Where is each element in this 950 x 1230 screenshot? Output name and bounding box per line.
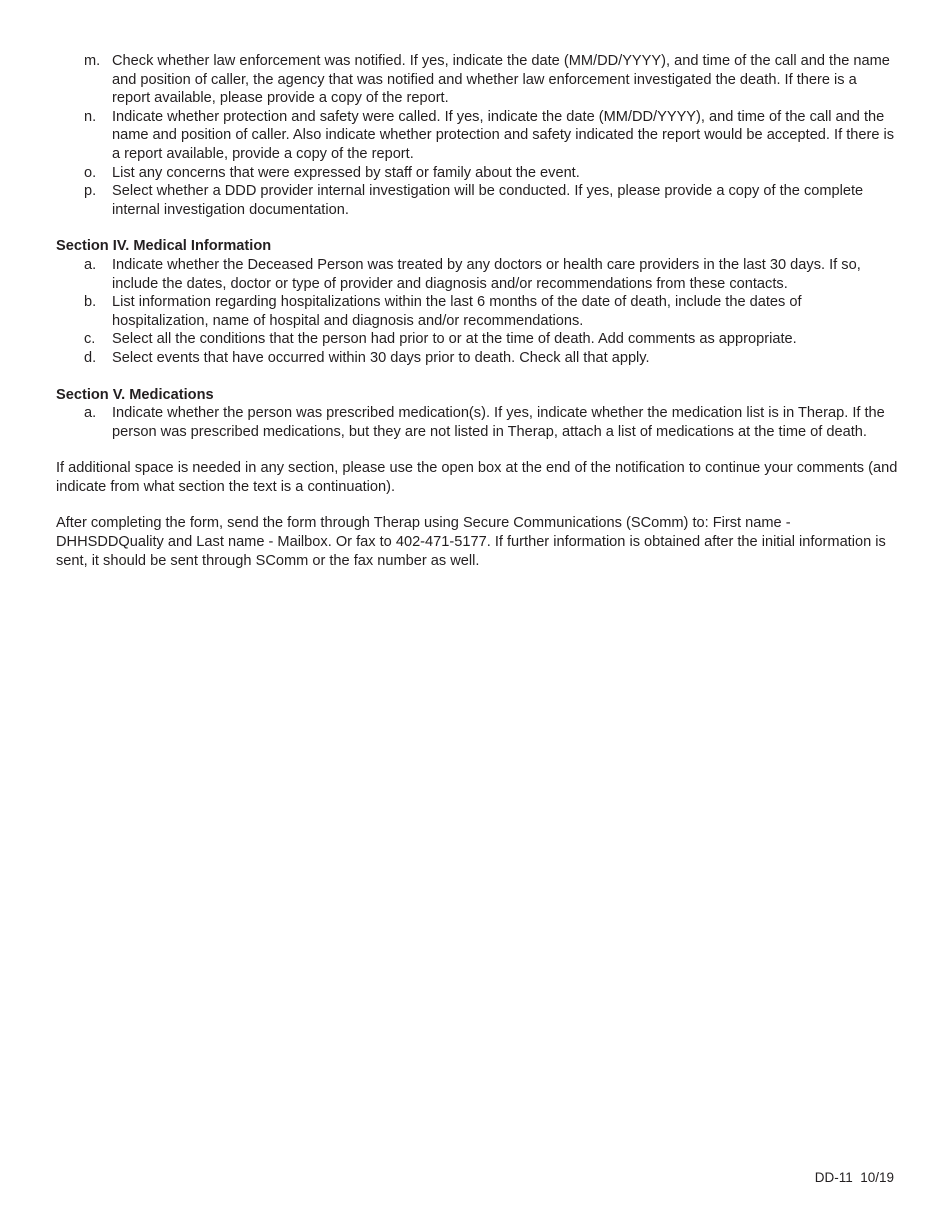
list-item (56, 52, 898, 108)
item-marker: m. (84, 53, 101, 69)
item-text: List information regarding hospitalizations within the last 6 months of the date of death, include the dates of hospitalization, name of hospital and diagnosis and/or recommendations. (112, 294, 802, 329)
list-item (56, 293, 898, 330)
additional-space-paragraph: If additional space is needed in any section, please use the open box at the end of the notification to continue your comments (and indicate from what section the text is a continuation). (56, 460, 898, 495)
list-item (56, 404, 898, 441)
item-text: List any concerns that were expressed by staff or family about the event. (112, 164, 580, 181)
section-4-heading: Section IV. Medical Information (56, 238, 272, 255)
list-item (56, 182, 898, 219)
item-text: Select whether a DDD provider internal investigation will be conducted. If yes, please provide a copy of the complete internal investigation documentation. (112, 183, 864, 218)
list-item (56, 108, 898, 164)
section-5-list (56, 404, 898, 441)
document-page (56, 52, 898, 570)
item-marker: o. (84, 164, 97, 181)
section-5-heading: Section V. Medications (56, 386, 214, 403)
item-marker: a. (84, 256, 97, 273)
continued-items-list (56, 52, 898, 219)
item-text: Indicate whether the Deceased Person was treated by any doctors or health care providers in the last 30 days. If so, include the dates, doctor or type of provider and diagnosis and/or recommendations from these contacts. (112, 256, 861, 292)
item-marker: d. (84, 349, 97, 366)
item-text: Select events that have occurred within 30 days prior to death. Check all that apply. (112, 349, 650, 366)
form-code: DD-11 10/19 (814, 1170, 894, 1185)
list-item (56, 164, 898, 183)
item-marker: n. (84, 108, 97, 125)
list-item (56, 349, 898, 368)
item-text: Indicate whether protection and safety were called. If yes, indicate the date (MM/DD/YYYY), and time of the call and the name and position of caller. Also indicate whether protection and safety indicated the report would be accepted. If there is a report available, provide a copy of the report. (112, 108, 895, 162)
submission-instructions-paragraph: After completing the form, send the form through Therap using Secure Communications (SComm) to: First name - DHHSDDQuality and Last name - Mailbox. Or fax to 402-471-5177. If further information is obtained after the initial information is sent, it should be sent through SComm or the fax number as well. (56, 515, 886, 569)
item-text: Check whether law enforcement was notified. If yes, indicate the date (MM/DD/YYYY), and time of the call and the name and position of caller, the agency that was notified and whether law enforcement investigated the death. If there is a report available, please provide a copy of the report. (112, 53, 890, 107)
item-text: Indicate whether the person was prescribed medication(s). If yes, indicate whether the medication list is in Therap. If the person was prescribed medications, but they are not listed in Therap, attach a list of medications at the time of death. (112, 405, 885, 440)
list-item (56, 256, 898, 293)
item-marker: c. (84, 331, 96, 348)
item-marker: a. (84, 405, 97, 422)
item-marker: b. (84, 294, 97, 311)
item-text: Select all the conditions that the person had prior to or at the time of death. Add comments as appropriate. (112, 331, 797, 348)
list-item (56, 330, 898, 349)
section-4-list (56, 256, 898, 368)
item-marker: p. (84, 183, 97, 200)
